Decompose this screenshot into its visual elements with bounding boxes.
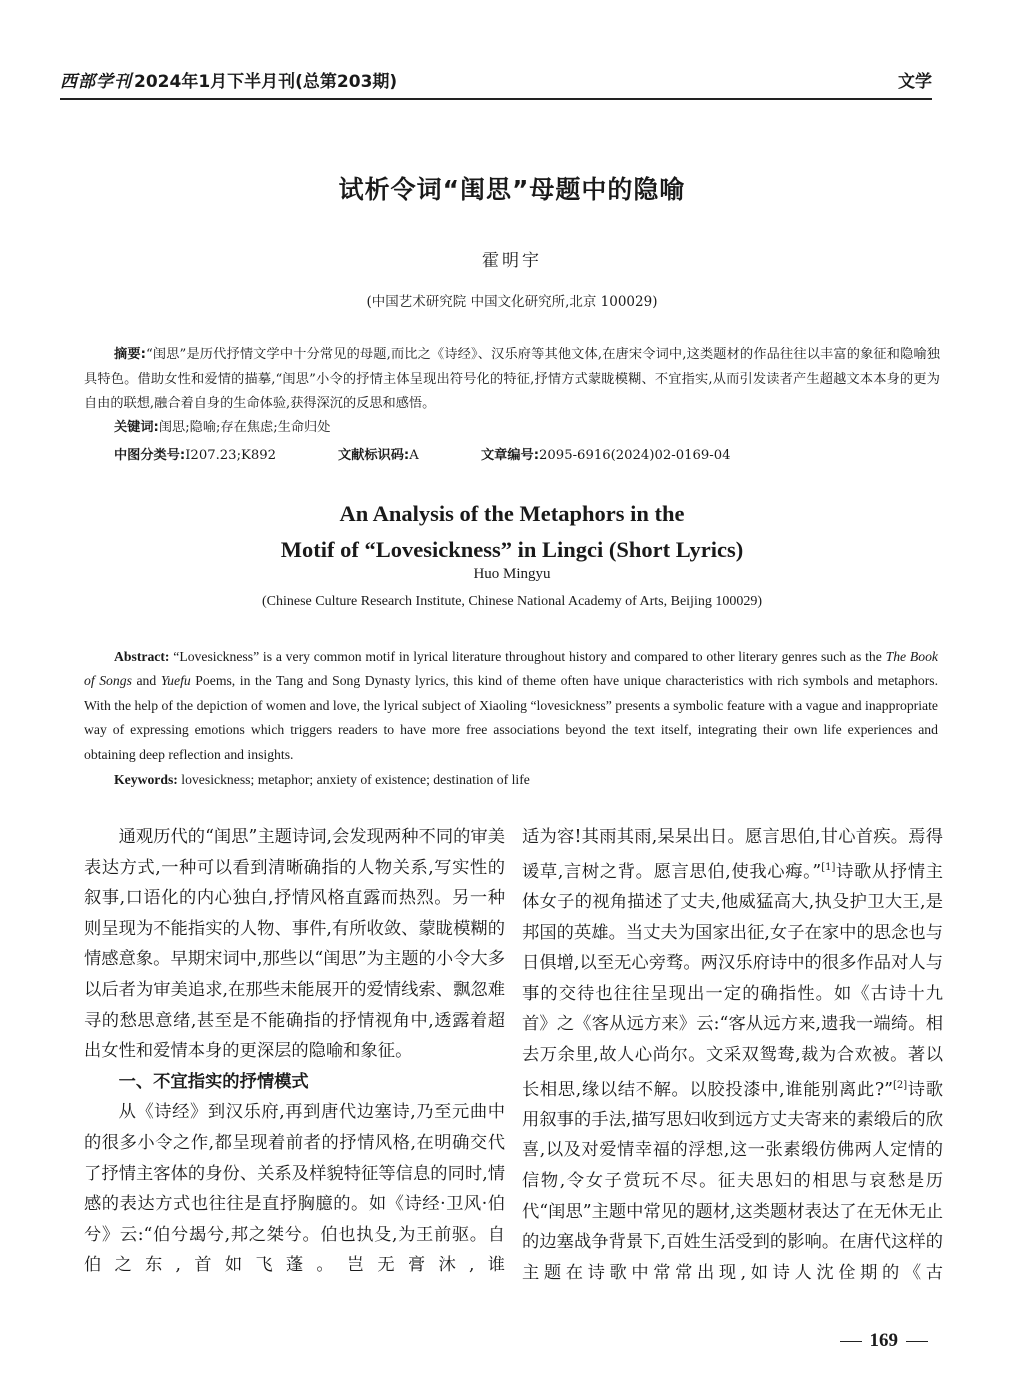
abstract-yuefu: Yuefu	[160, 673, 191, 689]
clc-value: I207.23;K892	[185, 448, 277, 463]
abstract-text-en-3: Poems, in the Tang and Song Dynasty lyrics, this kind of theme often have unique characteristics with rich symbols and metaphors. With the help of the depiction of women and love, the lyrical subject of Xiaoling “lovesickness” presents a symbolic feature with a vague and inappropriate way of expressing emotions which triggers readers to have more free associations beyond the text itself, integrating their own life experiences and obtaining deep reflection and insights.	[84, 673, 938, 762]
abstract-cn	[84, 343, 940, 417]
body-paragraph-continued	[522, 822, 943, 1288]
clc-number	[114, 444, 276, 468]
keywords-cn	[114, 416, 330, 440]
doc-code-value: A	[409, 448, 419, 463]
abstract-label-cn: 摘要:	[114, 347, 146, 362]
author-name-cn: 霍明宇	[482, 251, 542, 271]
abstract-label-en: Abstract:	[114, 649, 170, 664]
page-dash-right	[906, 1341, 928, 1342]
keywords-label-en: Keywords:	[114, 772, 178, 787]
doc-code-label: 文献标识码:	[338, 448, 410, 463]
citation-1: [1]	[821, 861, 836, 873]
affiliation-en: (Chinese Culture Research Institute, Chinese National Academy of Arts, Beijing 100029)	[261, 594, 762, 609]
keywords-label-cn: 关键词:	[114, 420, 159, 435]
body-column-left	[84, 822, 505, 1281]
article-title-en	[0, 496, 1024, 568]
journal-issue-line	[60, 67, 397, 92]
journal-logo: 西部学刊	[60, 72, 132, 92]
body-text-segment-1: 适为容!其雨其雨,杲杲出日。愿言思伯,甘心首疾。焉得谖草,言树之背。愿言思伯,使我心痗。”	[522, 827, 943, 882]
keywords-text-en: lovesickness; metaphor; anxiety of existence; destination of life	[181, 772, 530, 787]
page-number	[832, 1330, 937, 1352]
body-paragraph-2: 从《诗经》到汉乐府,再到唐代边塞诗,乃至元曲中的很多小令之作,都呈现着前者的抒情风格,在明确交代了抒情主客体的身份、关系及样貌特征等信息的同时,情感的表达方式也往往是直抒胸臆的。如《诗经·卫风·伯兮》云:“伯兮朅兮,邦之桀兮。伯也执殳,为王前驱。自伯之东,首如飞蓬。岂无膏沐,谁	[84, 1102, 505, 1276]
clc-label: 中图分类号:	[114, 448, 186, 463]
citation-2: [2]	[892, 1079, 908, 1091]
author-name-en: Huo Mingyu	[473, 566, 551, 582]
article-number	[481, 444, 731, 468]
abstract-book-title: The Book of Songs	[84, 649, 938, 689]
abstract-text-en-2: and	[131, 673, 161, 689]
affiliation-cn: (中国艺术研究院 中国文化研究所,北京 100029)	[366, 294, 658, 310]
body-text-segment-2: 诗歌从抒情主体女子的视角描述了丈夫,他威猛高大,执殳护卫大王,是邦国的英雄。当丈夫为国家出征,女子在家中的思念也与日俱增,以至无心旁骛。两汉乐府诗中的很多作品对人与事的交待也往往呈现出一定的确指性。如《古诗十九首》之《客从远方来》云:“客从远方来,遗我一端绮。相去万余里,故人心尚尔。文采双鸳鸯,裁为合欢被。著以长相思,缘以结不解。以胶投漆中,谁能别离此?”	[522, 861, 943, 1100]
page-dash-left	[840, 1341, 862, 1342]
abstract-text-cn: “闺思”是历代抒情文学中十分常见的母题,而比之《诗经》、汉乐府等其他文体,在唐宋令词中,这类题材的作品往往以丰富的象征和隐喻独具特色。借助女性和爱情的描摹,“闺思”小令的抒情主体呈现出符号化的特征,抒情方式蒙眬模糊、不宜指实,从而引发读者产生超越文本本身的更为自由的联想,融合着自身的生命体验,获得深沉的反思和感悟。	[84, 347, 940, 411]
article-title-cn: 试析令词“闺思”母题中的隐喻	[338, 175, 686, 204]
body-column-right	[522, 822, 943, 1288]
page-number-value: 169	[869, 1330, 898, 1351]
body-paragraph-1: 通观历代的“闺思”主题诗词,会发现两种不同的审美表达方式,一种可以看到清晰确指的人物关系,写实性的叙事,口语化的内心独白,抒情风格直露而热烈。另一种则呈现为不能指实的人物、事件,有所收敛、蒙眬模糊的情感意象。早期宋词中,那些以“闺思”为主题的小令大多以后者为审美追求,在那些未能展开的爱情线索、飘忽难寻的愁思意绪,甚至是不能确指的抒情视角中,透露着超出女性和爱情本身的更深层的隐喻和象征。	[84, 827, 505, 1062]
article-number-label: 文章编号:	[481, 448, 540, 463]
keywords-en	[114, 772, 530, 788]
abstract-text-en-1: “Lovesickness” is a very common motif in lyrical literature throughout history and compared to other literary genres such as the	[173, 649, 886, 664]
keywords-text-cn: 闺思;隐喻;存在焦虑;生命归处	[158, 420, 331, 435]
abstract-en	[84, 645, 938, 767]
doc-code	[338, 444, 419, 468]
title-en-line-1: An Analysis of the Metaphors in the	[339, 501, 685, 526]
title-en-line-2: Motif of “Lovesickness” in Lingci (Short Lyrics)	[280, 537, 744, 562]
section-heading-1: 一、不宜指实的抒情模式	[118, 1071, 309, 1092]
running-header	[60, 68, 932, 100]
body-text-segment-3: 诗歌用叙事的手法,描写思妇收到远方丈夫寄来的素缎后的欣喜,以及对爱情幸福的浮想,这一张素缎仿佛两人定情的信物,令女子赏玩不尽。征夫思妇的相思与哀愁是历代“闺思”主题中常见的题材,这类题材表达了在无休无止的边塞战争背景下,百姓生活受到的影响。在唐代这样的主题在诗歌中常常出现,如诗人沈佺期的《古	[522, 1079, 943, 1283]
article-number-value: 2095-6916(2024)02-0169-04	[539, 448, 731, 463]
issue-label: 2024年1月下半月刊(总第203期)	[134, 72, 398, 92]
section-label: 文学	[898, 72, 932, 92]
